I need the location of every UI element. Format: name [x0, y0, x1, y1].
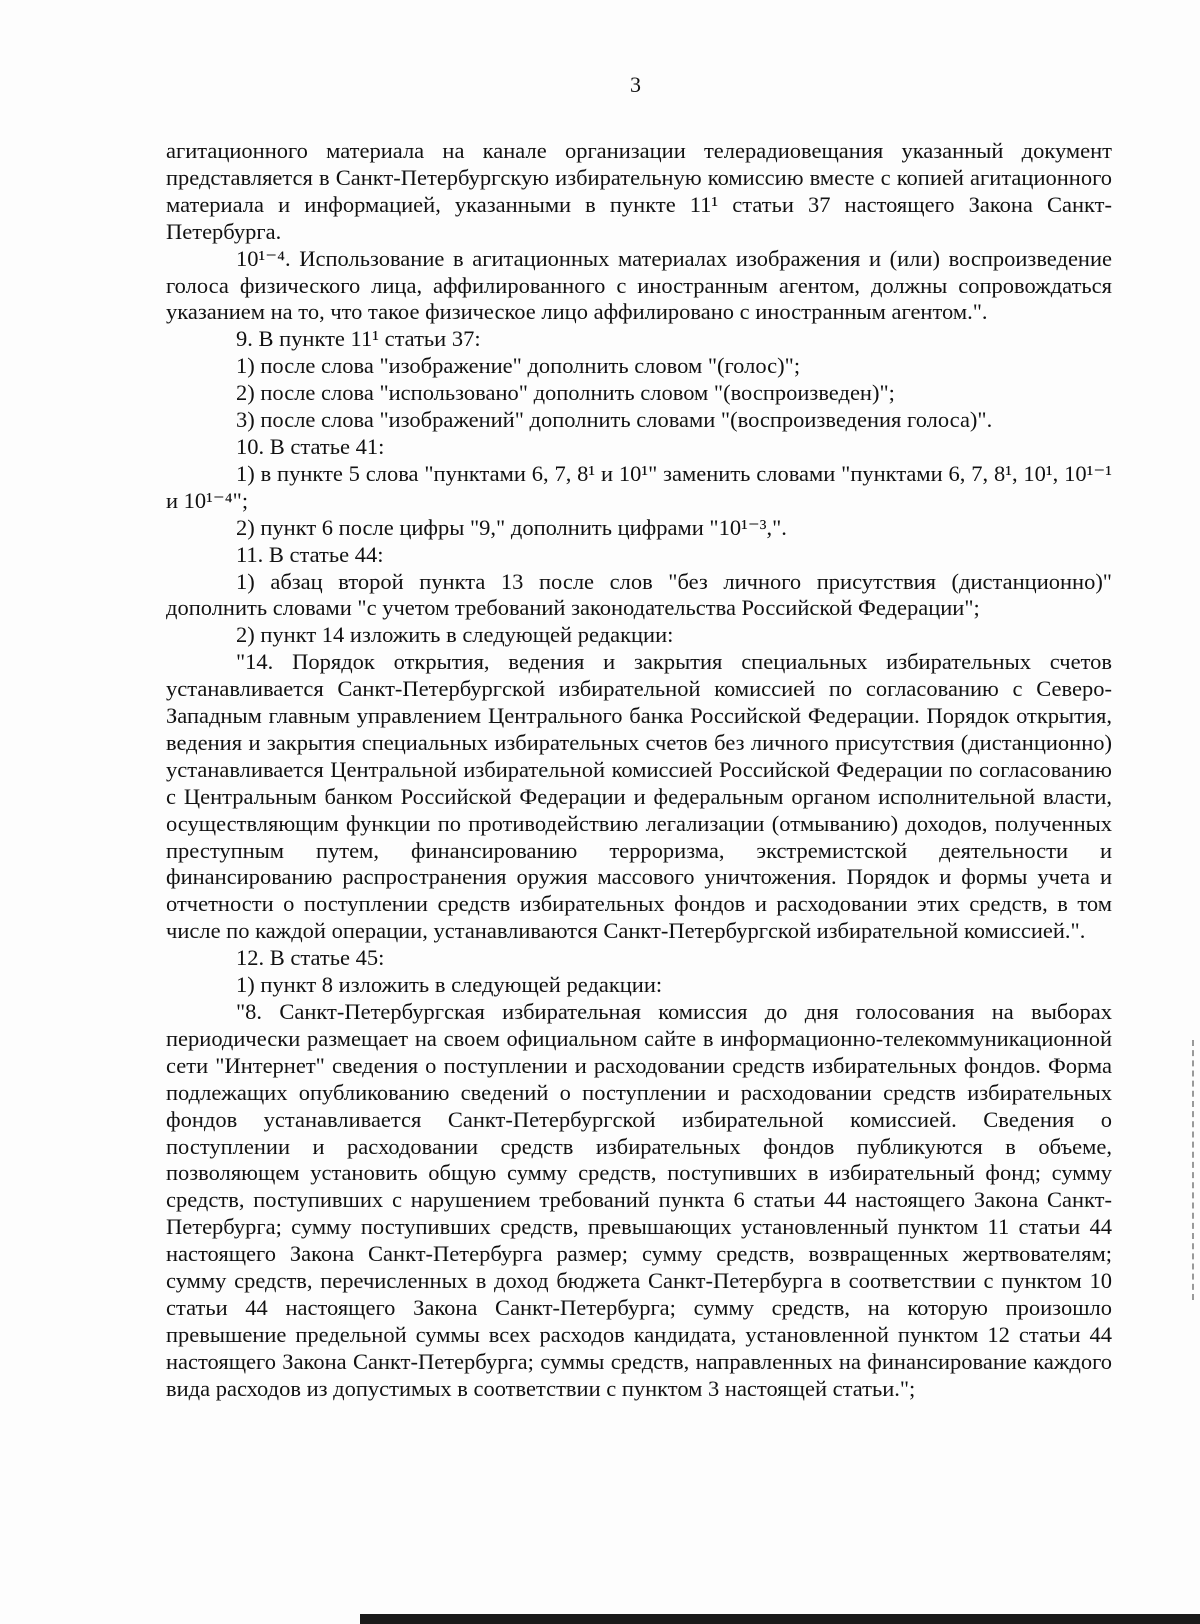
document-body	[166, 138, 1112, 1403]
paragraph-p8: 1) в пункте 5 слова "пунктами 6, 7, 8¹ и 10¹" заменить словами "пунктами 6, 7, 8¹, 10¹, 10¹⁻¹ и 10¹⁻⁴";	[166, 460, 1112, 513]
paragraph-p13: "14. Порядок открытия, ведения и закрытия специальных избирательных счетов устанавливается Санкт-Петербургской избирательной комиссией по согласованию с Северо-Западным главным управлением Центрального банка Российской Федерации. Порядок открытия, ведения и закрытия специальных избирательных счетов без личного присутствия (дистанционно) устанавливается Центральной избирательной комиссией Российской Федерации по согласованию с Центральным банком Российской Федерации и федеральным органом исполнительной власти, осуществляющим функции по противодействию легализации (отмыванию) доходов, полученных преступным путем, финансированию терроризма, экстремистской деятельности и финансированию распространения оружия массового уничтожения. Порядок и формы учета и отчетности о поступлении средств избирательных фондов и расходовании этих средств, в том числе по каждой операции, устанавливаются Санкт-Петербургской избирательной комиссией.".	[166, 649, 1112, 944]
paragraph-p4: 1) после слова "изображение" дополнить словом "(голос)";	[236, 353, 801, 379]
scan-edge-mark	[1192, 1040, 1194, 1300]
paragraph-p15: 1) пункт 8 изложить в следующей редакции:	[236, 972, 663, 998]
paragraph-p7: 10. В статье 41:	[236, 433, 385, 459]
paragraph-p14: 12. В статье 45:	[236, 945, 385, 971]
scan-bottom-border	[360, 1614, 1200, 1624]
paragraph-p3: 9. В пункте 11¹ статьи 37:	[236, 326, 481, 352]
page-number: 3	[630, 72, 641, 97]
paragraph-p10: 11. В статье 44:	[236, 541, 384, 567]
paragraph-p12: 2) пункт 14 изложить в следующей редакции:	[236, 622, 674, 648]
paragraph-p11: 1) абзац второй пункта 13 после слов "без личного присутствия (дистанционно)" дополнить словами "с учетом требований законодательства Российской Федерации";	[166, 568, 1112, 621]
paragraph-p1: агитационного материала на канале организации телерадиовещания указанный документ представляется в Санкт-Петербургскую избирательную комиссию вместе с копией агитационного материала и информацией, указанными в пункте 11¹ статьи 37 настоящего Закона Санкт-Петербурга.	[166, 138, 1112, 244]
paragraph-p16: "8. Санкт-Петербургская избирательная комиссия до дня голосования на выборах периодически размещает на своем официальном сайте в информационно-телекоммуникационной сети "Интернет" сведения о поступлении и расходовании средств избирательных фондов. Форма подлежащих опубликованию сведений о поступлении и расходовании средств избирательных фондов устанавливается Санкт-Петербургской избирательной комиссией. Сведения о поступлении и расходовании средств избирательных фондов публикуются в объеме, позволяющем установить общую сумму средств, поступивших в избирательный фонд; сумму средств, поступивших с нарушением требований пункта 6 статьи 44 настоящего Закона Санкт-Петербурга; сумму поступивших средств, превышающих установленный пунктом 11 статьи 44 настоящего Закона Санкт-Петербурга размер; сумму средств, возвращенных жертвователям; сумму средств, перечисленных в доход бюджета Санкт-Петербурга в соответствии с пунктом 10 статьи 44 настоящего Закона Санкт-Петербурга; сумму средств, на которую произошло превышение предельной суммы всех расходов кандидата, установленной пунктом 12 статьи 44 настоящего Закона Санкт-Петербурга; суммы средств, направленных на финансирование каждого вида расходов из допустимых в соответствии с пунктом 3 настоящей статьи.";	[166, 999, 1112, 1401]
paragraph-p2: 10¹⁻⁴. Использование в агитационных материалах изображения и (или) воспроизведение голоса физического лица, аффилированного с иностранным агентом, должны сопровождаться указанием на то, что такое физическое лицо аффилировано с иностранным агентом.".	[166, 245, 1112, 325]
paragraph-p5: 2) после слова "использовано" дополнить словом "(воспроизведен)";	[236, 380, 895, 406]
paragraph-p6: 3) после слова "изображений" дополнить словами "(воспроизведения голоса)".	[236, 407, 993, 433]
paragraph-p9: 2) пункт 6 после цифры "9," дополнить цифрами "10¹⁻³,".	[236, 514, 787, 540]
